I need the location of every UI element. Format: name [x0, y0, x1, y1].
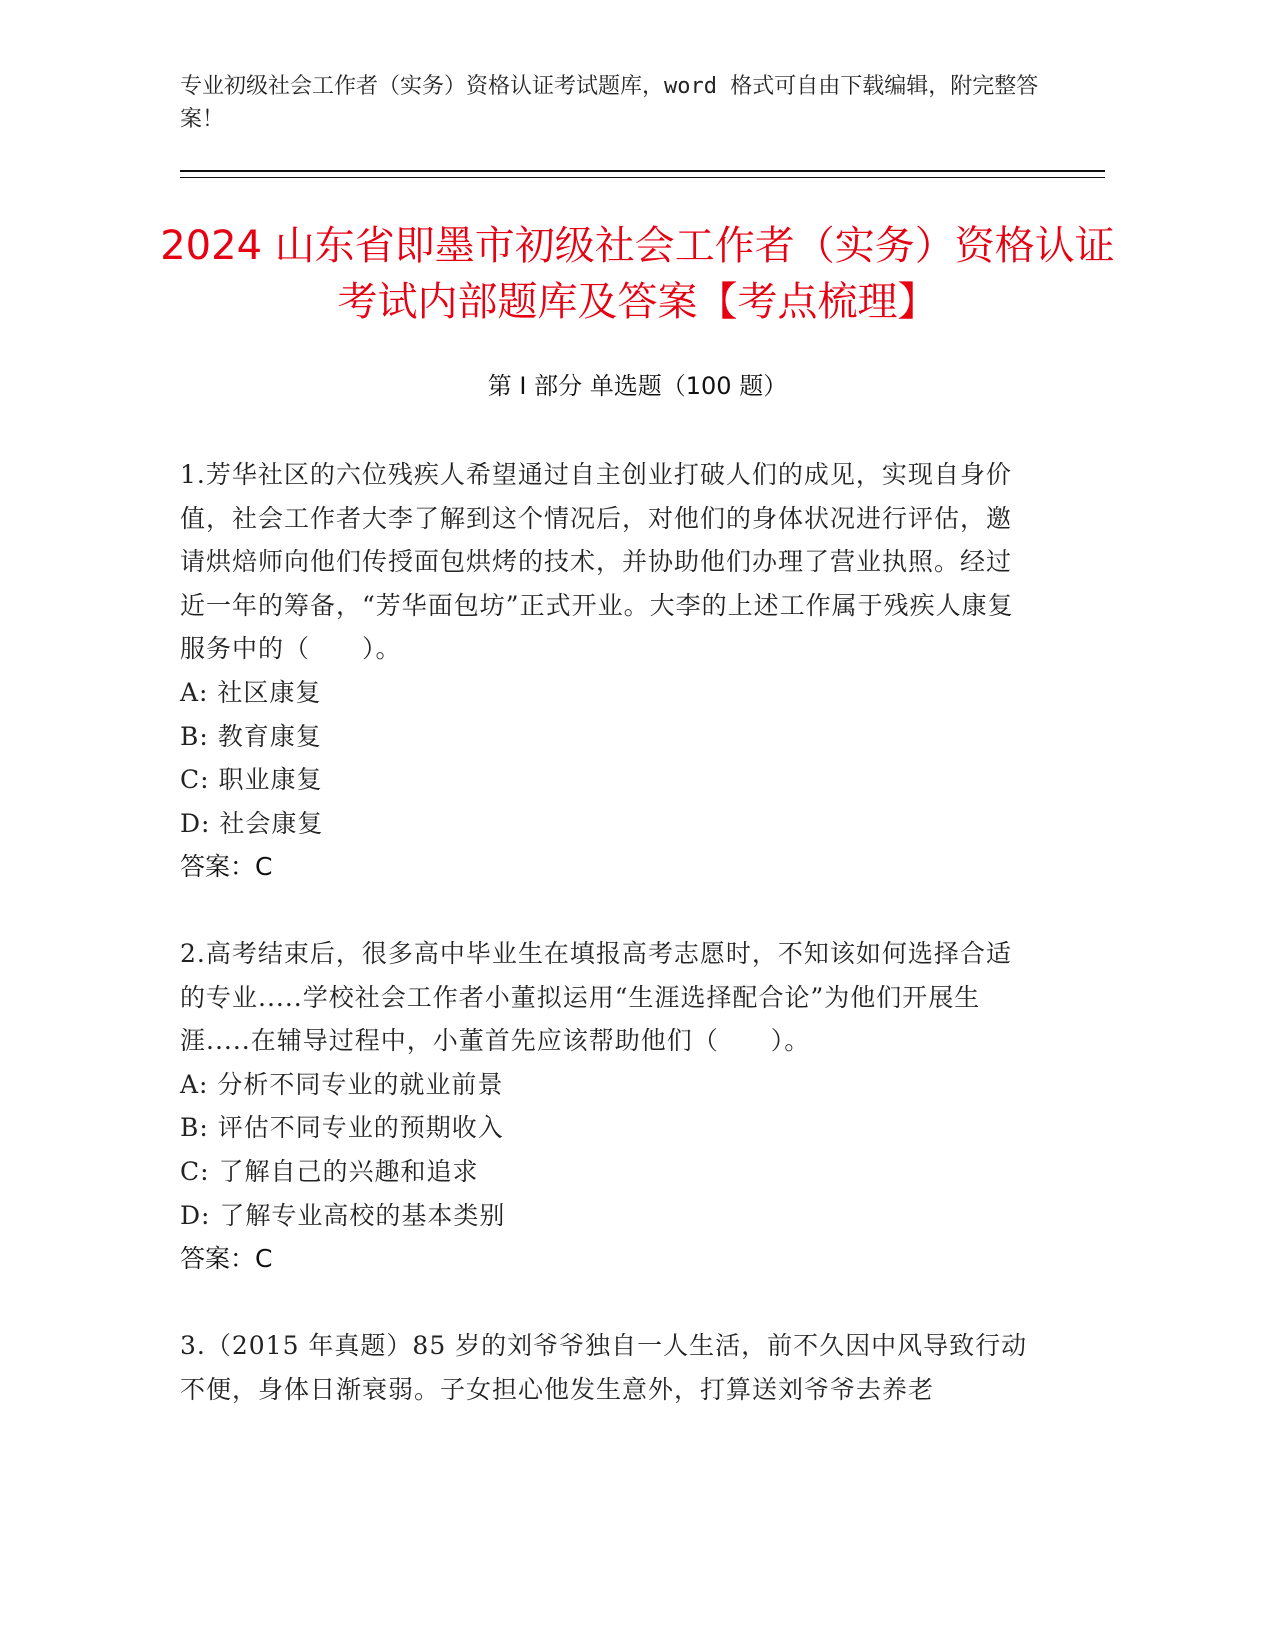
question-2: [180, 932, 1030, 1281]
option-b: B: 教育康复: [180, 721, 322, 751]
header-note: 专业初级社会工作者（实务）资格认证考试题库，word 格式可自由下载编辑，附完整答案！: [180, 74, 1039, 132]
question-stem: 1.芳华社区的六位残疾人希望通过自主创业打破人们的成见，实现自身价值，社会工作者大李了解到这个情况后，对他们的身体状况进行评估，邀请烘焙师向他们传授面包烘烤的技术，并协助他们办理了营业执照。经过近一年的筹备，“芳华面包坊”正式开业。大李的上述工作属于残疾人康复服务中的（ ）。: [180, 460, 1014, 664]
option-d: D: 社会康复: [180, 808, 324, 838]
option-a: A: 分析不同专业的就业前景: [180, 1069, 504, 1099]
option-a: A: 社区康复: [180, 677, 322, 707]
question-1: [180, 453, 1030, 889]
document-title: 2024 山东省即墨市初级社会工作者（实务）资格认证考试内部题库及答案【考点梳理】: [160, 223, 1115, 325]
option-c: C: 职业康复: [180, 765, 323, 795]
option-d: D: 了解专业高校的基本类别: [180, 1200, 506, 1230]
header-divider: [180, 170, 1105, 172]
answer: 答案：C: [180, 852, 273, 882]
option-c: C: 了解自己的兴趣和追求: [180, 1156, 479, 1186]
section-heading: 第 I 部分 单选题（100 题）: [487, 372, 788, 400]
header-divider-thin: [180, 177, 1105, 178]
question-3: [180, 1324, 1030, 1411]
question-stem: 3.（2015 年真题）85 岁的刘爷爷独自一人生活，前不久因中风导致行动不便，身体日渐衰弱。子女担心他发生意外，打算送刘爷爷去养老: [180, 1331, 1028, 1404]
answer: 答案：C: [180, 1244, 273, 1274]
option-b: B: 评估不同专业的预期收入: [180, 1113, 504, 1143]
question-stem: 2.高考结束后，很多高中毕业生在填报高考志愿时，不知该如何选择合适的专业.....学校社会工作者小董拟运用“生涯选择配合论”为他们开展生涯.....在辅导过程中，小董首先应该帮助他们（ ）。: [180, 939, 1012, 1056]
